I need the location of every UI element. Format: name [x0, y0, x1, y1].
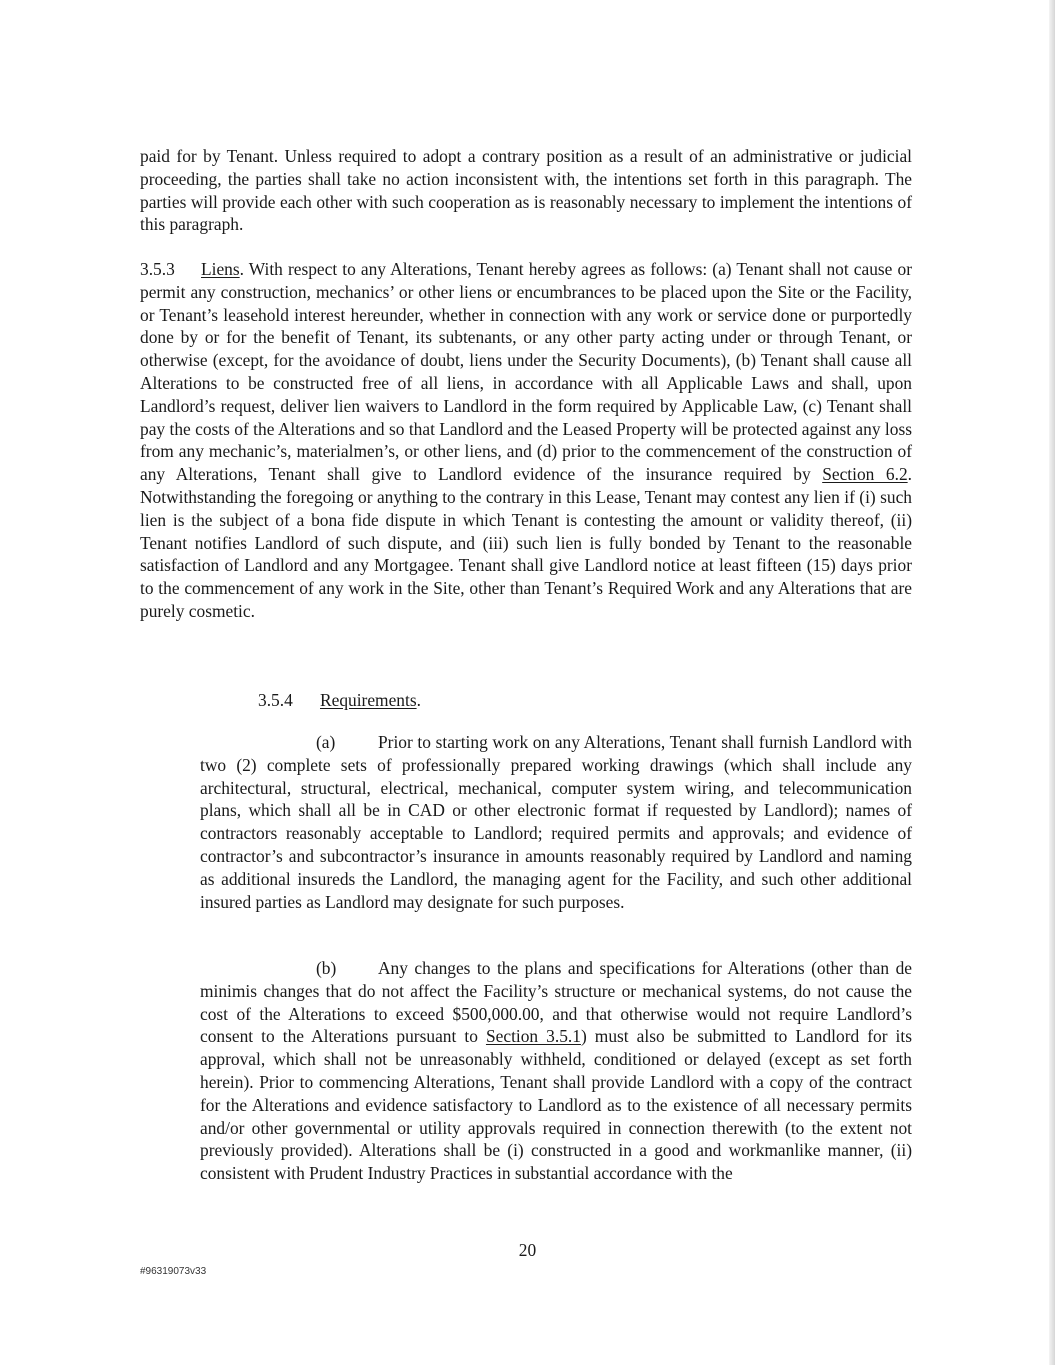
section-3-5-4-heading-punct: . — [416, 690, 421, 710]
section-3-5-3-paragraph — [140, 258, 912, 623]
section-3-5-3-text-part-2: . Notwithstanding the foregoing or anything to the contrary in this Lease, Tenant may contest any lien if (i) such lien is the subject of a bona fide dispute in which Tenant is contesting the amount or validity thereof, (ii) Tenant notifies Landlord of such dispute, and (iii) such lien is fully bonded by Tenant to the reasonable satisfaction of Landlord and any Mortgagee. Tenant shall give Landlord notice at least fifteen (15) days prior to the commencement of any work in the Site, other than Tenant’s Required Work and any Alterations that are purely cosmetic. — [140, 464, 912, 621]
section-3-5-1-reference: Section 3.5.1 — [485, 1026, 581, 1047]
subsection-a-paragraph — [200, 731, 912, 913]
section-3-5-4-heading: Requirements — [320, 690, 417, 710]
intro-paragraph: paid for by Tenant. Unless required to adopt a contrary position as a result of an administrative or judicial proceeding, the parties shall take no action inconsistent with, the intentions set forth in this paragraph. The parties will provide each other with such cooperation as is reasonably necessary to implement the intentions of this paragraph. — [140, 146, 912, 235]
section-3-5-3-text-part-1: . With respect to any Alterations, Tenant hereby agrees as follows: (a) Tenant shall not cause or permit any construction, mechanics’ or other liens or encumbrances to be placed upon the Site or the Facility, or Tenant’s leasehold interest hereunder, whether in connection with any work or service done or purportedly done by or for the benefit of Tenant, its subtenants, or any other party acting under or through Tenant, or otherwise (except, for the avoidance of doubt, liens under the Security Documents), (b) Tenant shall cause all Alterations to be constructed free of all liens, in accordance with all Applicable Laws and shall, upon Landlord’s request, deliver lien waivers to Landlord in the form required by Applicable Law, (c) Tenant shall pay the costs of the Alterations and so that Landlord and the Leased Property will be protected against any loss from any mechanic’s, materialmen’s, or other liens, and (d) prior to the commencement of the construction of any Alterations, Tenant shall give to Landlord evidence of the insurance required by — [140, 259, 912, 485]
subsection-b-text-part-2: ) must also be submitted to Landlord for its approval, which shall not be unreasonably withheld, conditioned or delayed (except as set forth herein). Prior to commencing Alterations, Tenant shall provide Landlord with a copy of the contract for the Alterations and evidence satisfactory to Landlord as to the existence of all necessary permits and/or other governmental or utility approvals required in connection therewith (to the extent not previously provided). Alterations shall be (i) constructed in a good and workmanlike manner, (ii) consistent with Prudent Industry Practices in substantial accordance with the — [200, 1026, 912, 1184]
section-3-5-3-heading: Liens — [201, 259, 240, 279]
section-3-5-3-number: 3.5.3 — [140, 259, 175, 279]
subsection-a-text: Prior to starting work on any Alterations, Tenant shall furnish Landlord with two (2) complete sets of professionally prepared working drawings (which shall include any architectural, structural, electrical, mechanical, computer system wiring, and telecommunication plans, which shall all be in CAD or other electronic format if requested by Landlord); names of contractors reasonably acceptable to Landlord; required permits and approvals; and evidence of contractor’s and subcontractor’s insurance in amounts reasonably required by Landlord and naming as additional insureds the Landlord, the managing agent for the Facility, and such other additional insured parties as Landlord may designate for such purposes. — [200, 732, 912, 912]
subsection-b-label: (b) — [316, 958, 337, 978]
section-3-5-4-heading-line — [258, 689, 658, 712]
section-3-5-4-number: 3.5.4 — [258, 690, 293, 710]
page-number: 20 — [518, 1240, 537, 1260]
section-6-2-reference: Section 6.2 — [822, 464, 908, 485]
document-id: #96319073v33 — [140, 1266, 207, 1277]
subsection-b-paragraph — [200, 957, 912, 1185]
subsection-b-text-part-1: Any changes to the plans and specifications for Alterations (other than de minimis changes that do not affect the Facility’s structure or mechanical systems, do not cause the cost of the Alterations to exceed $500,000.00, and that otherwise would not require Landlord’s consent to the Alterations pursuant to — [200, 958, 912, 1047]
subsection-a-label: (a) — [316, 732, 336, 752]
